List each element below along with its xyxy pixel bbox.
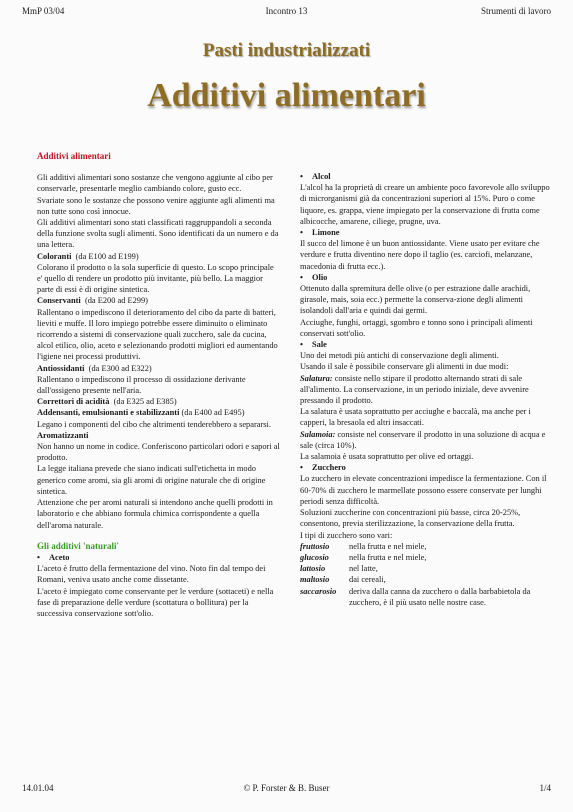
correttori-heading xyxy=(37,396,281,407)
footer-page-number: 1/4 xyxy=(539,783,551,793)
coloranti-heading xyxy=(37,251,281,262)
sale-text: Usando il sale è possibile conservare gli alimenti in due modi: xyxy=(300,362,509,372)
coloranti-range: (da E100 ad E199) xyxy=(75,251,139,261)
sugar-type-desc: nella frutta e nel miele, xyxy=(349,541,427,551)
aceto-text: L'aceto è impiegato come conservante per le verdure (sottaceti) e nella fase di preparazione delle verdure (scottatura o bollitura) per la successiva conservazione sott'olio. xyxy=(37,586,274,618)
correttori-term: Correttori di acidità xyxy=(37,397,110,407)
antiossidanti-term: Antiossidanti xyxy=(37,363,85,373)
page-footer xyxy=(22,783,551,797)
sugar-type-desc: deriva dalla canna da zucchero o dalla barbabietola da zucchero, è il più usato nelle nostre case. xyxy=(349,586,531,607)
sugar-type-name: lattosio xyxy=(300,564,326,574)
alcol-text: L'alcol ha la proprietà di creare un ambiente poco favorevole allo sviluppo di microrganismi già da concentrazioni superiori al 15%. Puro o come liquore, es. grappa, viene impiegato per la conservazione di frutta come albicocche, amarene, ciliege, prugne, uva. xyxy=(300,183,550,226)
alcol-term: • Alcol xyxy=(300,171,550,182)
salamoia-term: Salamoia: xyxy=(300,429,336,439)
sugar-type-row xyxy=(300,541,550,552)
conservanti-range: (da E200 ad E299) xyxy=(84,296,148,306)
page-subtitle: Pasti industrializzati xyxy=(202,40,371,61)
zucchero-term: • Zucchero xyxy=(300,462,550,473)
addensanti-text: Legano i componenti del cibo che altrimenti tenderebbero a separarsi. xyxy=(37,419,271,429)
addensanti-range: (da E400 ad E495) xyxy=(181,408,245,418)
header-meeting: Incontro 13 xyxy=(265,6,308,16)
aromatizzanti-text: Non hanno un nome in codice. Conferiscono particolari odori e sapori al prodotto. xyxy=(37,442,280,463)
zucchero-text: I tipi di zucchero sono vari: xyxy=(300,530,393,540)
sugar-type-row xyxy=(300,586,550,608)
sugar-type-row xyxy=(300,552,550,563)
page-header xyxy=(22,6,551,20)
sugar-type-name: maltosio xyxy=(300,575,330,585)
intro-paragraph: Svariate sono le sostanze che possono venire aggiunte agli alimenti ma non tutte sono così innocue. xyxy=(37,195,275,216)
antiossidanti-text: Rallentano o impediscono il processo di ossidazione derivante dall'ossigeno presente nell'aria. xyxy=(37,374,246,396)
zucchero-text: Lo zucchero in elevate concentrazioni impedisce la fermentazione. Con il 60-70% di zucchero le marmellate possono essere conservate per lunghi periodi senza difficoltà. xyxy=(300,474,547,506)
salatura-text xyxy=(300,373,550,407)
antiossidanti-range: (da E300 ad E322) xyxy=(88,363,152,373)
salatura-term: Salatura: xyxy=(300,373,333,383)
sugar-type-desc: dai cereali, xyxy=(349,575,386,585)
olio-text: Ottenuto dalla spremitura delle olive (o per estrazione dalle arachidi, girasole, mais, soia ecc.) permette la conserva-zione degli alimenti isolandoli dall'aria e quindi dai germi. xyxy=(300,284,531,316)
section-heading-naturali: Gli additivi 'naturali' xyxy=(37,540,120,551)
salatura-desc: consiste nello stipare il prodotto alternando strati di sale all'alimento. La conservazione, in un periodo iniziale, deve avvenire pressando il prodotto. xyxy=(300,373,529,406)
aceto-text: L'aceto è frutto della fermentazione del vino. Noto fin dal tempo dei Romani, veniva usato anche come dissetante. xyxy=(37,564,266,585)
olio-text: Acciughe, funghi, ortaggi, sgombro e tonno sono i principali alimenti conservati sott'olio. xyxy=(300,317,533,338)
zucchero-text: Soluzioni zuccherine con concentrazioni più basse, circa 20-25%, consentono, previa sterilizzazione, la conservazione della frutta. xyxy=(300,508,521,529)
sale-text: La salatura è usata soprattutto per acciughe e baccalà, ma anche per i capperi, la bresaola ed altri insaccati. xyxy=(300,407,531,428)
aromatizzanti-term: Aromatizzanti xyxy=(37,430,89,440)
sugar-type-desc: nella frutta e nel miele, xyxy=(349,552,427,562)
coloranti-text: Colorano il prodotto o la sola superficie di questo. Lo scopo principale e' quello di rendere un prodotto più invitante, più bello. La maggior parte di essi è di origine sintetica. xyxy=(37,262,274,295)
page-title: Additivi alimentari xyxy=(147,77,426,114)
conservanti-text: Rallentano o impediscono il deterioramento del cibo da parte di batteri, lieviti e muffe. Il loro impiego potrebbe essere diminuito o eliminato ricorrendo a sistemi di conservazione quali zucchero, sale da cucina, alcol etilico, olio, aceto e selezionando prodotti migliori ed aumentando l'igiene nei processi produttivi. xyxy=(37,307,278,362)
olio-term: • Olio xyxy=(300,272,550,283)
sugar-type-row xyxy=(300,574,550,585)
salamoia-desc: consiste nel conservare il prodotto in una soluzione di acqua e sale (circa 10%). xyxy=(300,429,546,450)
limone-text: Il succo del limone è un buon antiossidante. Viene usato per evitare che verdure e frutta diventino nere dopo il taglio (es. carciofi, melanzane, macedonia di frutta ecc.). xyxy=(300,239,540,271)
section-heading-additivi: Additivi alimentari xyxy=(37,151,111,161)
conservanti-heading xyxy=(37,295,281,306)
sugar-type-name: glucosio xyxy=(300,552,329,562)
sugar-type-name: saccarosio xyxy=(300,586,337,596)
header-course: MmP 03/04 xyxy=(22,6,65,16)
aromatizzanti-text: Attenzione che per aromi naturali si intendono anche quelli prodotti in laboratorio e che abbiano formula chimica corrispondente a quella dell'aroma naturale. xyxy=(37,498,273,530)
sale-text: Uno dei metodi più antichi di conservazione degli alimenti. xyxy=(300,351,499,361)
sugar-type-desc: nel latte, xyxy=(349,564,378,574)
intro-paragraph: Gli additivi alimentari sono stati classificati raggruppandoli a seconda della funzione svolta sugli alimenti. Sono identificati da un numero e da una lettera. xyxy=(37,218,279,250)
sugar-type-row xyxy=(300,563,550,574)
footer-date: 14.01.04 xyxy=(22,783,54,793)
aromatizzanti-text: La legge italiana prevede che siano indicati sull'etichetta in modo generico come aromi, sia gli aromi di origine naturale che di origine sintetica. xyxy=(37,464,266,496)
aceto-term: • Aceto xyxy=(37,552,281,563)
addensanti-heading xyxy=(37,407,281,418)
addensanti-term: Addensanti, emulsionanti e stabilizzanti xyxy=(37,408,180,418)
footer-authors: © P. Forster & B. Buser xyxy=(243,783,330,793)
sale-term: • Sale xyxy=(300,339,550,350)
left-column xyxy=(37,151,281,619)
limone-term: • Limone xyxy=(300,227,550,238)
sale-text: La salamoia è usata soprattutto per olive ed ortaggi. xyxy=(300,452,474,462)
correttori-range: (da E325 ad E385) xyxy=(113,397,177,407)
sugar-type-name: fruttosio xyxy=(300,541,330,551)
header-section: Strumenti di lavoro xyxy=(481,6,551,16)
salamoia-text xyxy=(300,429,550,451)
coloranti-term: Coloranti xyxy=(37,251,72,261)
conservanti-term: Conservanti xyxy=(37,296,81,306)
antiossidanti-heading xyxy=(37,363,281,374)
intro-paragraph: Gli additivi alimentari sono sostanze che vengono aggiunte al cibo per conservarle, presentarle meglio cambiando colore, gusto ecc. xyxy=(37,173,273,194)
right-column xyxy=(300,171,550,608)
